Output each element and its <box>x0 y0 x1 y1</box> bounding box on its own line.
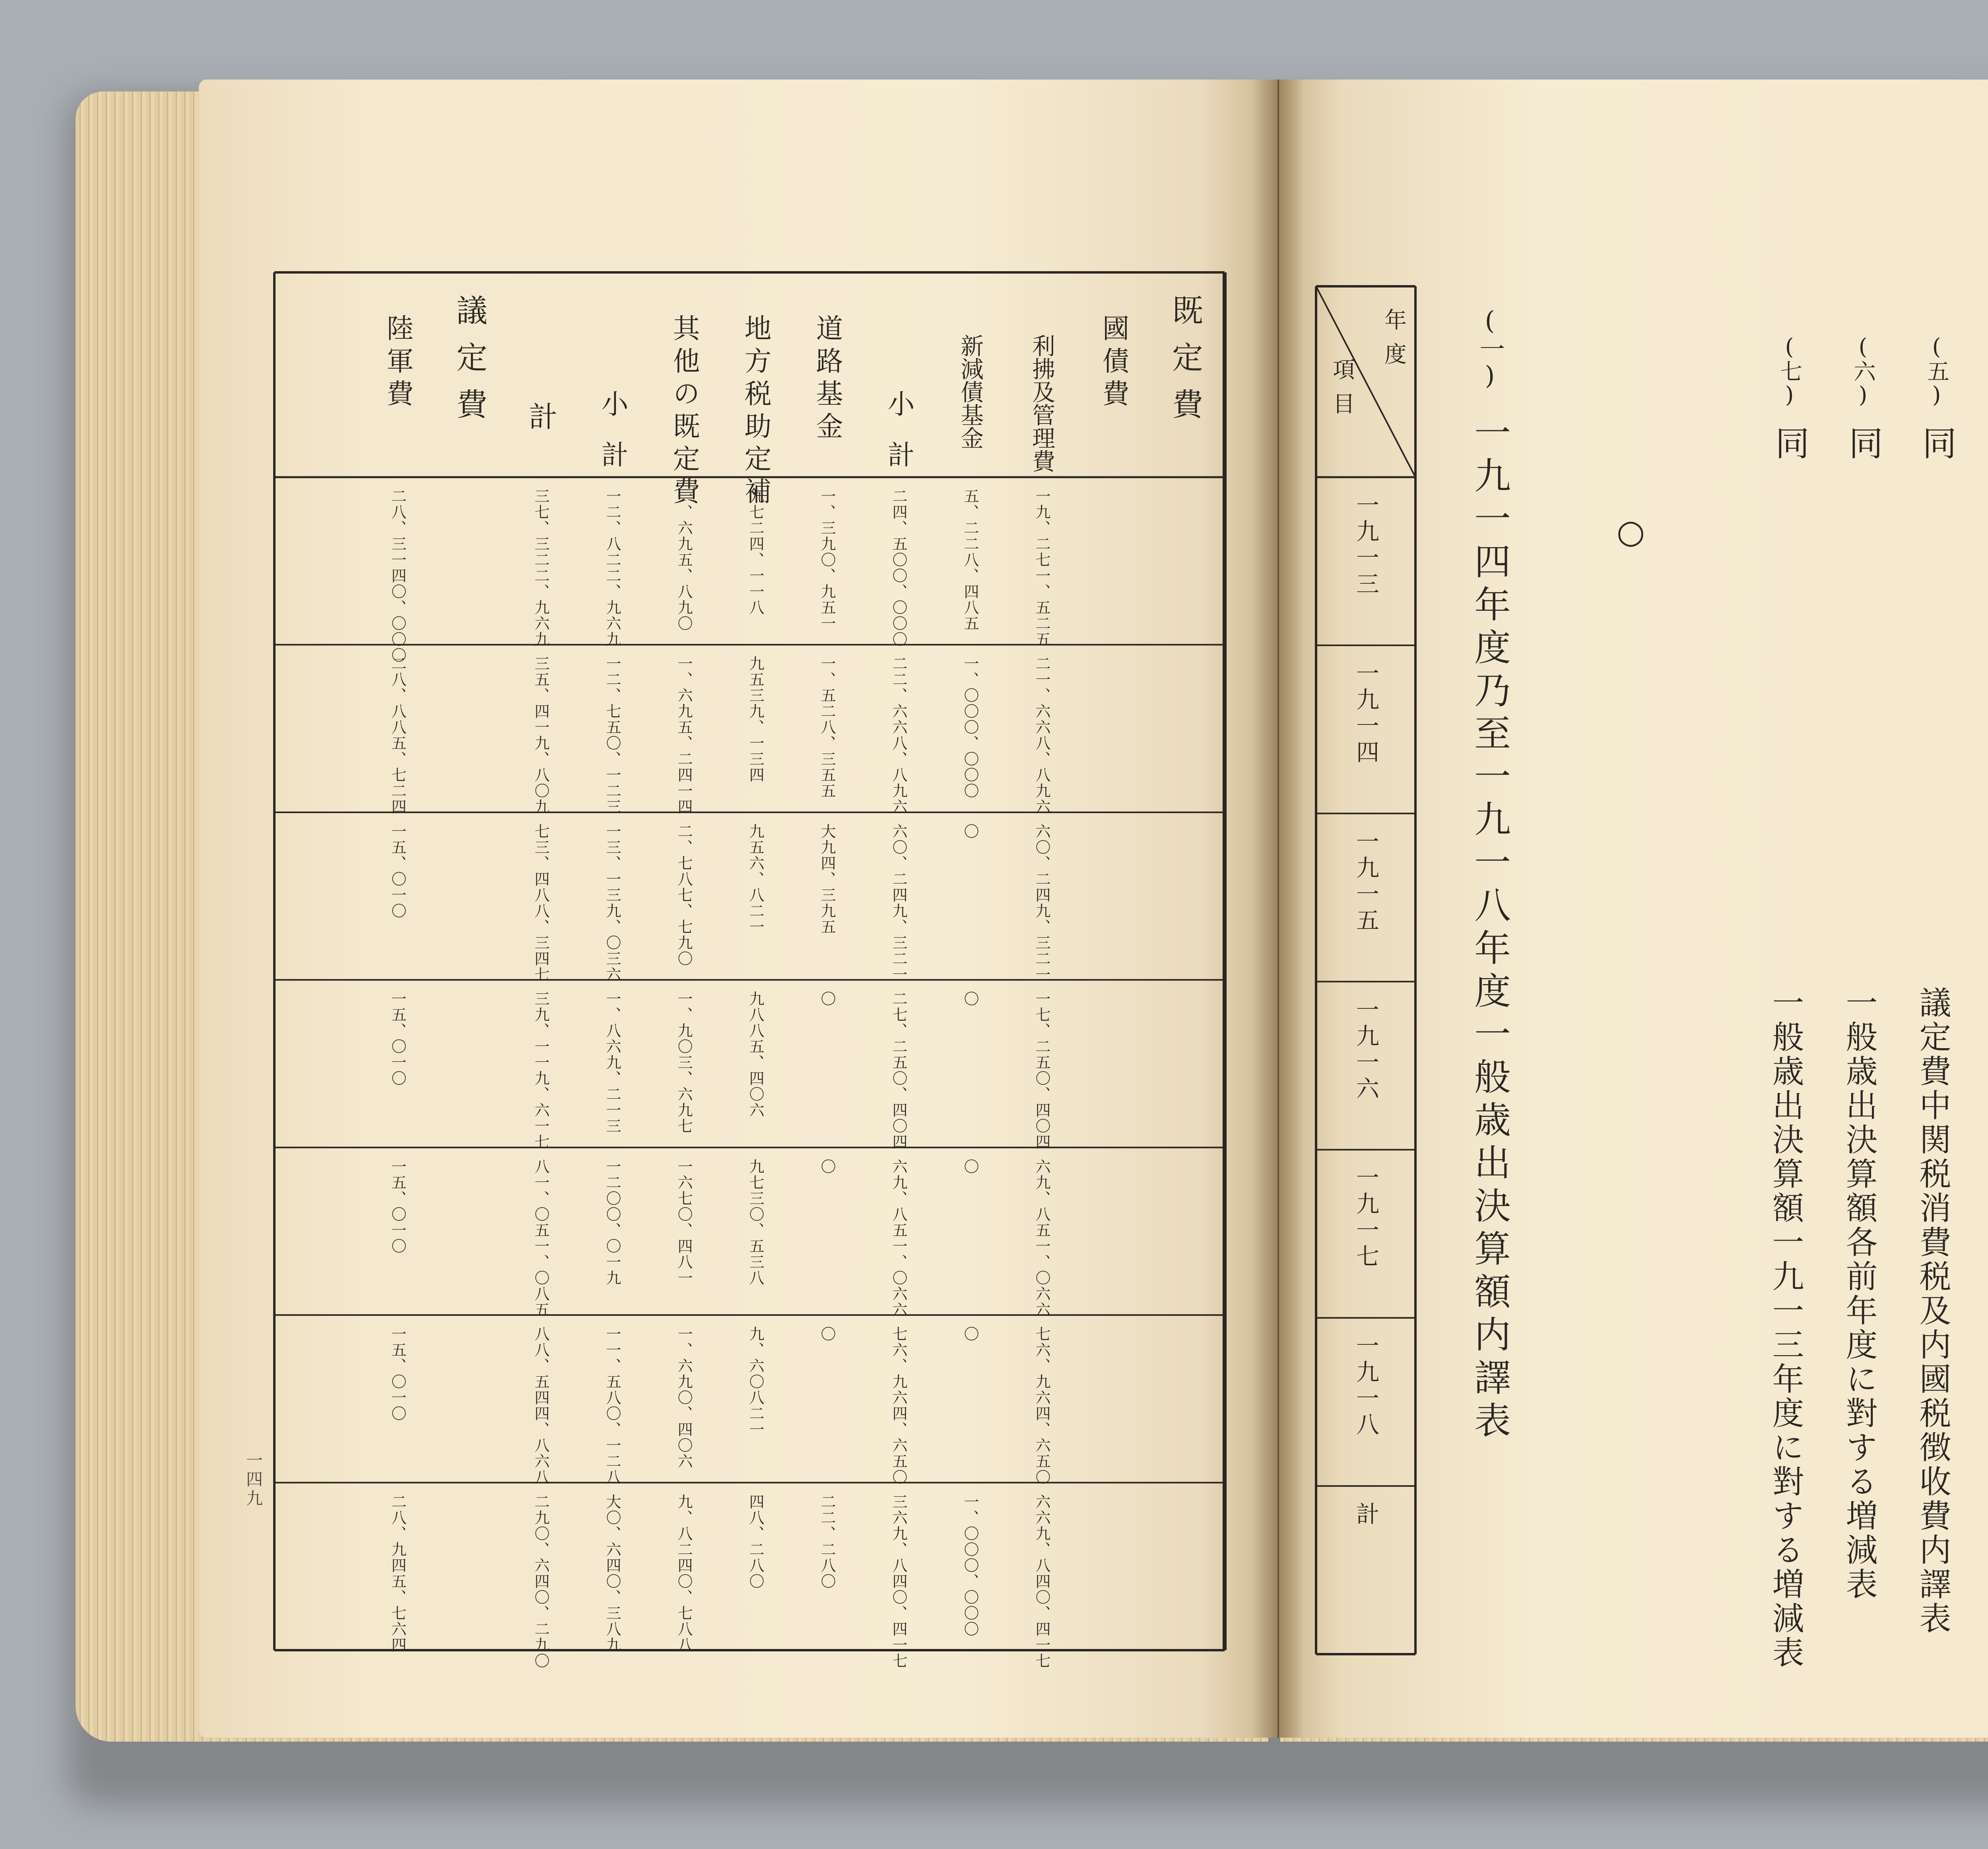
cell-3-rishi: 一七、二五〇、四〇四 <box>1033 991 1050 1150</box>
cell-3-rikugun: 一五、〇一〇 <box>389 991 406 1087</box>
cell-4-rikugun: 一五、〇一〇 <box>389 1158 406 1254</box>
list-text-5: 同 <box>1916 425 1956 465</box>
cell-0-doro: 一、三九〇、九五一 <box>818 488 836 631</box>
year-row-1: 一九一三 <box>1352 493 1379 598</box>
cell-1-sonota: 一、六九五、二四一四 <box>675 656 693 815</box>
cell-0-sonota: 一、六九五、八九〇 <box>675 488 693 631</box>
cell-6-rikugun: 二八、九四五、七六四 <box>389 1494 406 1653</box>
cell-4-chiho: 九七三〇、五三八 <box>747 1158 764 1286</box>
cell-6-sonota: 九、八二四〇、七八八 <box>675 1494 693 1653</box>
section-heading-title: 一九一四年度乃至一九一八年度一般歳出決算額内譯表 <box>1468 414 1511 1444</box>
cell-6-shokei1: 三六九、八四〇、四一七 <box>890 1494 907 1669</box>
year-table-corner-top: 年度 <box>1381 308 1407 377</box>
cell-5-shingen: 〇 <box>961 1326 979 1342</box>
cell-3-sonota: 一、九〇三、六九七 <box>675 991 693 1134</box>
list-marker-6: (六) <box>1850 334 1876 408</box>
header-kei: 計 <box>524 402 557 430</box>
cell-0-shingen: 五、二二八、四八五 <box>961 488 979 631</box>
cell-6-kei: 二九〇、六四〇、二九〇 <box>532 1494 549 1669</box>
cell-3-shokei2: 一、八六九、二一三 <box>604 991 621 1134</box>
cell-4-shingen: 〇 <box>961 1158 979 1175</box>
cell-6-shingen: 一、〇〇〇、〇〇〇 <box>961 1494 979 1637</box>
list-text-6: 同 <box>1843 425 1883 465</box>
cell-1-chiho: 九五三九、一三四 <box>747 656 764 783</box>
cell-6-chiho: 四八、二八〇 <box>747 1494 764 1589</box>
cell-2-chiho: 九五六、八二一 <box>747 823 764 935</box>
year-row-7: 計 <box>1352 1502 1379 1529</box>
cell-4-doro: 〇 <box>818 1158 836 1175</box>
header-gitei: 議定費 <box>451 294 487 435</box>
cell-6-doro: 二二、二八〇 <box>818 1494 836 1589</box>
list-text-7: 同 <box>1769 425 1809 465</box>
cell-4-sonota: 一六七〇、四八一 <box>675 1158 693 1286</box>
cell-5-chiho: 九、六〇八二一 <box>747 1326 764 1438</box>
cell-4-kei: 八一、〇五一、〇八五 <box>532 1158 549 1318</box>
cell-1-doro: 一、五二八、三五五 <box>818 656 836 799</box>
list-marker-7: (七) <box>1776 334 1802 408</box>
cell-3-chiho: 九八八五、四〇六 <box>747 991 764 1119</box>
year-row-6: 一九一八 <box>1352 1334 1379 1439</box>
cell-3-doro: 〇 <box>818 991 836 1007</box>
cell-2-rikugun: 一五、〇一〇 <box>389 823 406 919</box>
cell-1-shingen: 一、〇〇〇、〇〇〇 <box>961 656 979 799</box>
header-kokusai: 國債費 <box>1098 314 1129 412</box>
cell-1-rikugun: 二八、八八五、七二四 <box>389 656 406 815</box>
cell-2-shingen: 〇 <box>961 823 979 839</box>
header-sonota: 其他の既定費 <box>668 314 700 510</box>
year-row-4: 一九一六 <box>1352 997 1379 1103</box>
cell-4-rishi: 六九、八五一、〇六六 <box>1033 1158 1050 1318</box>
cell-0-chiho: 九七二四、一一八 <box>747 488 764 616</box>
year-table-corner-bottom: 項目 <box>1329 358 1355 426</box>
header-shokei1: 小計 <box>883 390 914 491</box>
cell-6-rishi: 六六九、八四〇、四一七 <box>1033 1494 1050 1669</box>
header-shokei2: 小計 <box>597 390 628 491</box>
cell-4-shokei2: 一二〇〇、〇一九 <box>604 1158 621 1286</box>
cell-5-shokei2: 一一、五八〇、一二八 <box>604 1326 621 1486</box>
cell-0-shokei2: 一二、八二二、九六九 <box>604 488 621 647</box>
right-page <box>1276 80 1988 1738</box>
year-row-5: 一九一七 <box>1352 1165 1379 1271</box>
cell-6-shokei2: 大〇、六四〇、三八九 <box>604 1494 621 1653</box>
book-gutter <box>1252 80 1304 1738</box>
cell-5-kei: 八八、五四四、八六八 <box>532 1326 549 1486</box>
cell-5-doro: 〇 <box>818 1326 836 1342</box>
cell-1-kei: 三五、四一九、八〇九 <box>532 656 549 815</box>
cell-4-shokei1: 六九、八五一、〇六六 <box>890 1158 907 1318</box>
left-page <box>199 80 1276 1738</box>
header-rikugun: 陸軍費 <box>382 314 414 412</box>
cell-1-rishi: 二一、六六八、八九六 <box>1033 656 1050 815</box>
cell-5-rishi: 七六、九六四、六五〇 <box>1033 1326 1050 1486</box>
page-number-left: 一四九 <box>244 1451 263 1509</box>
header-chiho: 地方税助定補 <box>740 314 771 510</box>
cell-5-sonota: 一、六九〇、四〇六 <box>675 1326 693 1470</box>
header-doro: 道路基金 <box>812 314 843 445</box>
circle-mark: ○ <box>1612 513 1650 551</box>
list-sub-6: 一般歳出決算額各前年度に對する増減表 <box>1840 986 1877 1602</box>
list-marker-5: (五) <box>1924 334 1949 408</box>
list-sub-5: 議定費中関税消費税及内國税徴收費内譯表 <box>1914 986 1951 1636</box>
cell-1-shokei1: 二二、六六八、八九六 <box>890 656 907 815</box>
cell-2-kei: 七三、四八八、三四七 <box>532 823 549 983</box>
cell-3-shingen: 〇 <box>961 991 979 1007</box>
section-heading-marker: (一) <box>1475 306 1505 390</box>
cell-0-shokei1: 二四、五〇〇、〇〇〇 <box>890 488 907 647</box>
cell-2-rishi: 六〇、二四九、三二一 <box>1033 823 1050 983</box>
cell-3-shokei1: 二七、二五〇、四〇四 <box>890 991 907 1150</box>
cell-2-shokei1: 六〇、二四九、三二一 <box>890 823 907 983</box>
year-row-2: 一九一四 <box>1352 661 1379 766</box>
year-row-3: 一九一五 <box>1352 829 1379 934</box>
cell-0-rishi: 一九、二七一、五二五 <box>1033 488 1050 647</box>
header-shingen: 新減債基金 <box>957 334 984 449</box>
cell-1-shokei2: 一二、七五〇、一二三 <box>604 656 621 815</box>
header-rishi: 利拂及管理費 <box>1028 334 1055 472</box>
cell-2-shokei2: 一三、一三九、〇三六 <box>604 823 621 983</box>
cell-2-sonota: 二、七八七、七九〇 <box>675 823 693 967</box>
cell-5-shokei1: 七六、九六四、六五〇 <box>890 1326 907 1486</box>
list-sub-7: 一般歳出決算額一九一三年度に對する増減表 <box>1767 986 1804 1670</box>
cell-5-rikugun: 一五、〇一〇 <box>389 1326 406 1422</box>
cell-0-kei: 三七、三二二、九六九 <box>532 488 549 647</box>
cell-3-kei: 三九、一一九、六一七 <box>532 991 549 1150</box>
header-kitei: 既定費 <box>1167 294 1203 435</box>
cell-0-rikugun: 二八、三一四〇、〇〇〇 <box>389 488 406 663</box>
cell-2-doro: 大九四、三九五 <box>818 823 836 935</box>
